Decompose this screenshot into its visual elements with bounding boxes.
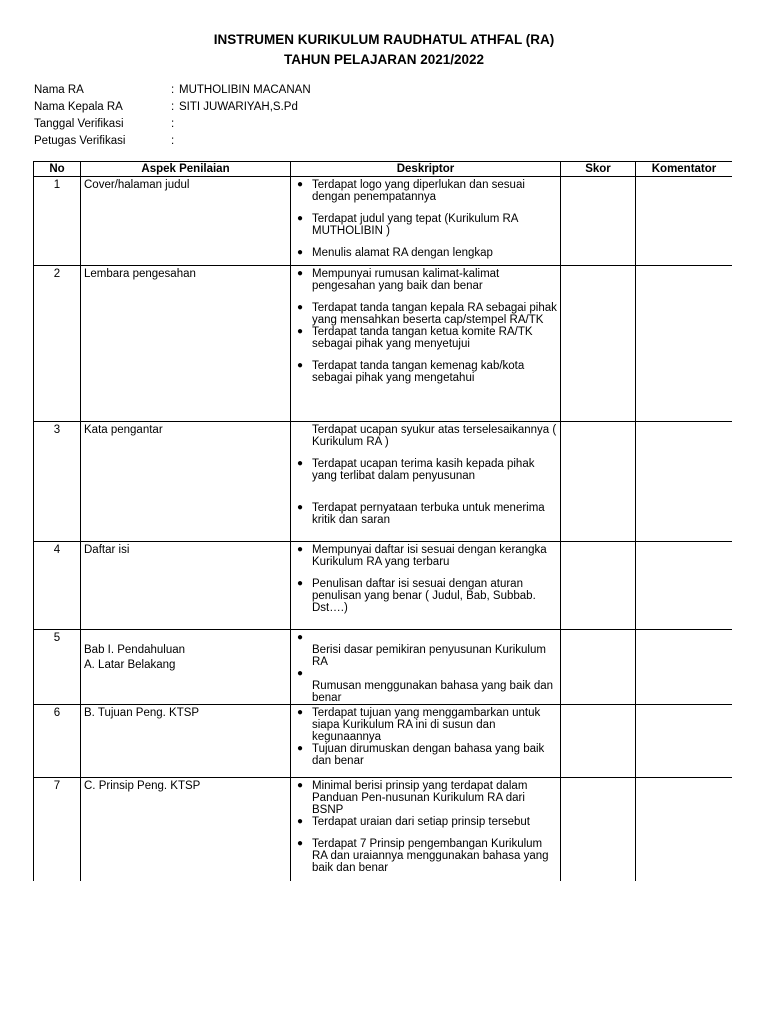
aspek-text: Kata pengantar (84, 424, 163, 436)
row-number: 4 (34, 542, 81, 630)
descriptor-text: Penulisan daftar isi sesuai dengan aturan penulisan yang benar ( Judul, Bab, Subbab. Dst….) (312, 578, 536, 614)
table-row (34, 542, 733, 630)
row-number: 1 (34, 177, 81, 266)
aspek-cell (81, 177, 291, 266)
descriptor-item (291, 816, 557, 828)
descriptor-item (291, 326, 557, 350)
descriptor-item (291, 502, 557, 526)
bullet-icon: ● (297, 302, 304, 313)
descriptor-item (291, 644, 557, 668)
info-row (34, 99, 311, 116)
aspek-text: A. Latar Belakang (84, 659, 176, 671)
descriptor-item (291, 707, 557, 743)
aspek-cell (81, 542, 291, 630)
aspek-text: C. Prinsip Peng. KTSP (84, 780, 201, 792)
descriptor-item (291, 544, 557, 568)
descriptor-item (291, 360, 557, 384)
descriptor-text: Terdapat ucapan syukur atas terselesaikannya ( Kurikulum RA ) (312, 424, 557, 448)
assessment-table-frame (33, 161, 732, 881)
info-label: Tanggal Verifikasi (34, 118, 124, 130)
info-value: MUTHOLIBIN MACANAN (179, 84, 311, 96)
aspek-text: Cover/halaman judul (84, 179, 190, 191)
bullet-icon: ● (297, 668, 304, 679)
descriptor-item (291, 213, 557, 237)
assessment-table (33, 161, 732, 881)
skor-cell[interactable] (561, 778, 636, 882)
info-label: Nama RA (34, 84, 84, 96)
bullet-icon: ● (297, 360, 304, 371)
descriptor-item (291, 424, 557, 448)
aspek-cell (81, 266, 291, 422)
descriptor-item (291, 668, 557, 680)
descriptor-item (291, 458, 557, 482)
bullet-icon: ● (297, 213, 304, 224)
bullet-icon: ● (297, 544, 304, 555)
aspek-cell (81, 778, 291, 882)
skor-cell[interactable] (561, 177, 636, 266)
descriptor-cell (291, 266, 561, 422)
descriptor-text: Terdapat tanda tangan kemenag kab/kota sebagai pihak yang mengetahui (312, 360, 525, 384)
info-value: SITI JUWARIYAH,S.Pd (179, 101, 298, 113)
descriptor-text: Minimal berisi prinsip yang terdapat dalam Panduan Pen-nusunan Kurikulum RA dari BSNP (312, 780, 528, 816)
table-row (34, 778, 733, 882)
identity-info (34, 82, 311, 150)
info-separator: : (171, 135, 175, 147)
komentator-cell[interactable] (636, 542, 733, 630)
bullet-icon: ● (297, 458, 304, 469)
descriptor-item (291, 268, 557, 292)
bullet-icon: ● (297, 578, 304, 589)
bullet-icon: ● (297, 838, 304, 849)
bullet-icon: ● (297, 780, 304, 791)
info-separator: : (171, 118, 175, 130)
descriptor-cell (291, 705, 561, 778)
komentator-cell[interactable] (636, 266, 733, 422)
descriptor-text: Terdapat tanda tangan kepala RA sebagai pihak yang mensahkan beserta cap/stempel RA/TK (312, 302, 557, 326)
bullet-icon: ● (297, 502, 304, 513)
bullet-icon: ● (297, 816, 304, 827)
descriptor-item (291, 632, 557, 644)
bullet-icon: ● (297, 707, 304, 718)
descriptor-cell (291, 177, 561, 266)
descriptor-text: Mempunyai daftar isi sesuai dengan kerangka Kurikulum RA yang terbaru (312, 544, 547, 568)
descriptor-item (291, 302, 557, 326)
descriptor-text: Terdapat ucapan terima kasih kepada pihak yang terlibat dalam penyusunan (312, 458, 535, 482)
aspek-text: Lembara pengesahan (84, 268, 196, 280)
aspek-text: Daftar isi (84, 544, 130, 556)
descriptor-item (291, 578, 557, 614)
aspek-cell (81, 422, 291, 542)
skor-cell[interactable] (561, 542, 636, 630)
descriptor-text: Terdapat 7 Prinsip pengembangan Kurikulum RA dan uraiannya menggunakan bahasa yang baik dan benar (312, 838, 549, 874)
skor-cell[interactable] (561, 266, 636, 422)
document-title: INSTRUMEN KURIKULUM RAUDHATUL ATHFAL (RA) (213, 32, 555, 47)
descriptor-text: Berisi dasar pemikiran penyusunan Kurikulum RA (312, 644, 546, 668)
aspek-text: Bab I. Pendahuluan (84, 644, 186, 656)
info-row (34, 82, 311, 99)
header-skor: Skor (561, 162, 636, 177)
descriptor-text: Mempunyai rumusan kalimat-kalimat pengesahan yang baik dan benar (312, 268, 500, 292)
descriptor-cell (291, 422, 561, 542)
descriptor-item (291, 247, 557, 259)
descriptor-text: Terdapat tujuan yang menggambarkan untuk siapa Kurikulum RA ini di susun dan kegunaannya (312, 707, 541, 743)
header-deskriptor: Deskriptor (291, 162, 561, 177)
document-subtitle: TAHUN PELAJARAN 2021/2022 (283, 52, 485, 67)
bullet-icon: ● (297, 247, 304, 258)
row-number: 3 (34, 422, 81, 542)
header-komentator: Komentator (636, 162, 733, 177)
aspek-cell (81, 705, 291, 778)
info-label: Nama Kepala RA (34, 101, 123, 113)
skor-cell[interactable] (561, 422, 636, 542)
descriptor-item (291, 838, 557, 874)
bullet-icon: ● (297, 743, 304, 754)
info-separator: : (171, 84, 175, 96)
table-header-row (34, 162, 733, 177)
row-number: 2 (34, 266, 81, 422)
header-aspek: Aspek Penilaian (81, 162, 291, 177)
komentator-cell[interactable] (636, 778, 733, 882)
aspek-text: B. Tujuan Peng. KTSP (84, 707, 200, 719)
document-title-block (0, 30, 768, 70)
info-label: Petugas Verifikasi (34, 135, 126, 147)
row-number: 6 (34, 705, 81, 778)
descriptor-text: Terdapat tanda tangan ketua komite RA/TK sebagai pihak yang menyetujui (312, 326, 533, 350)
descriptor-item (291, 780, 557, 816)
bullet-icon: ● (297, 632, 304, 643)
table-row (34, 422, 733, 542)
skor-cell[interactable] (561, 705, 636, 778)
row-number: 7 (34, 778, 81, 882)
table-row (34, 705, 733, 778)
table-row (34, 630, 733, 705)
table-row (34, 266, 733, 422)
descriptor-text: Terdapat judul yang tepat (Kurikulum RA MUTHOLIBIN ) (312, 213, 518, 237)
bullet-icon: ● (297, 179, 304, 190)
info-row (34, 116, 311, 133)
descriptor-text: Terdapat uraian dari setiap prinsip tersebut (312, 816, 530, 828)
info-row (34, 133, 311, 150)
komentator-cell[interactable] (636, 422, 733, 542)
bullet-icon: ● (297, 326, 304, 337)
descriptor-item (291, 680, 557, 704)
descriptor-text: Menulis alamat RA dengan lengkap (312, 247, 493, 259)
descriptor-text: Rumusan menggunakan bahasa yang baik dan benar (312, 680, 554, 704)
aspek-cell (81, 630, 291, 705)
descriptor-cell (291, 778, 561, 882)
skor-cell[interactable] (561, 630, 636, 705)
row-number: 5 (34, 630, 81, 705)
descriptor-text: Terdapat logo yang diperlukan dan sesuai dengan penempatannya (312, 179, 525, 203)
descriptor-item (291, 179, 557, 203)
descriptor-cell (291, 542, 561, 630)
table-row (34, 177, 733, 266)
komentator-cell[interactable] (636, 705, 733, 778)
info-separator: : (171, 101, 175, 113)
komentator-cell[interactable] (636, 630, 733, 705)
descriptor-item (291, 743, 557, 767)
descriptor-text: Terdapat pernyataan terbuka untuk menerima kritik dan saran (312, 502, 545, 526)
bullet-icon: ● (297, 268, 304, 279)
komentator-cell[interactable] (636, 177, 733, 266)
descriptor-cell (291, 630, 561, 705)
header-no: No (34, 162, 81, 177)
descriptor-text: Tujuan dirumuskan dengan bahasa yang baik dan benar (312, 743, 545, 767)
